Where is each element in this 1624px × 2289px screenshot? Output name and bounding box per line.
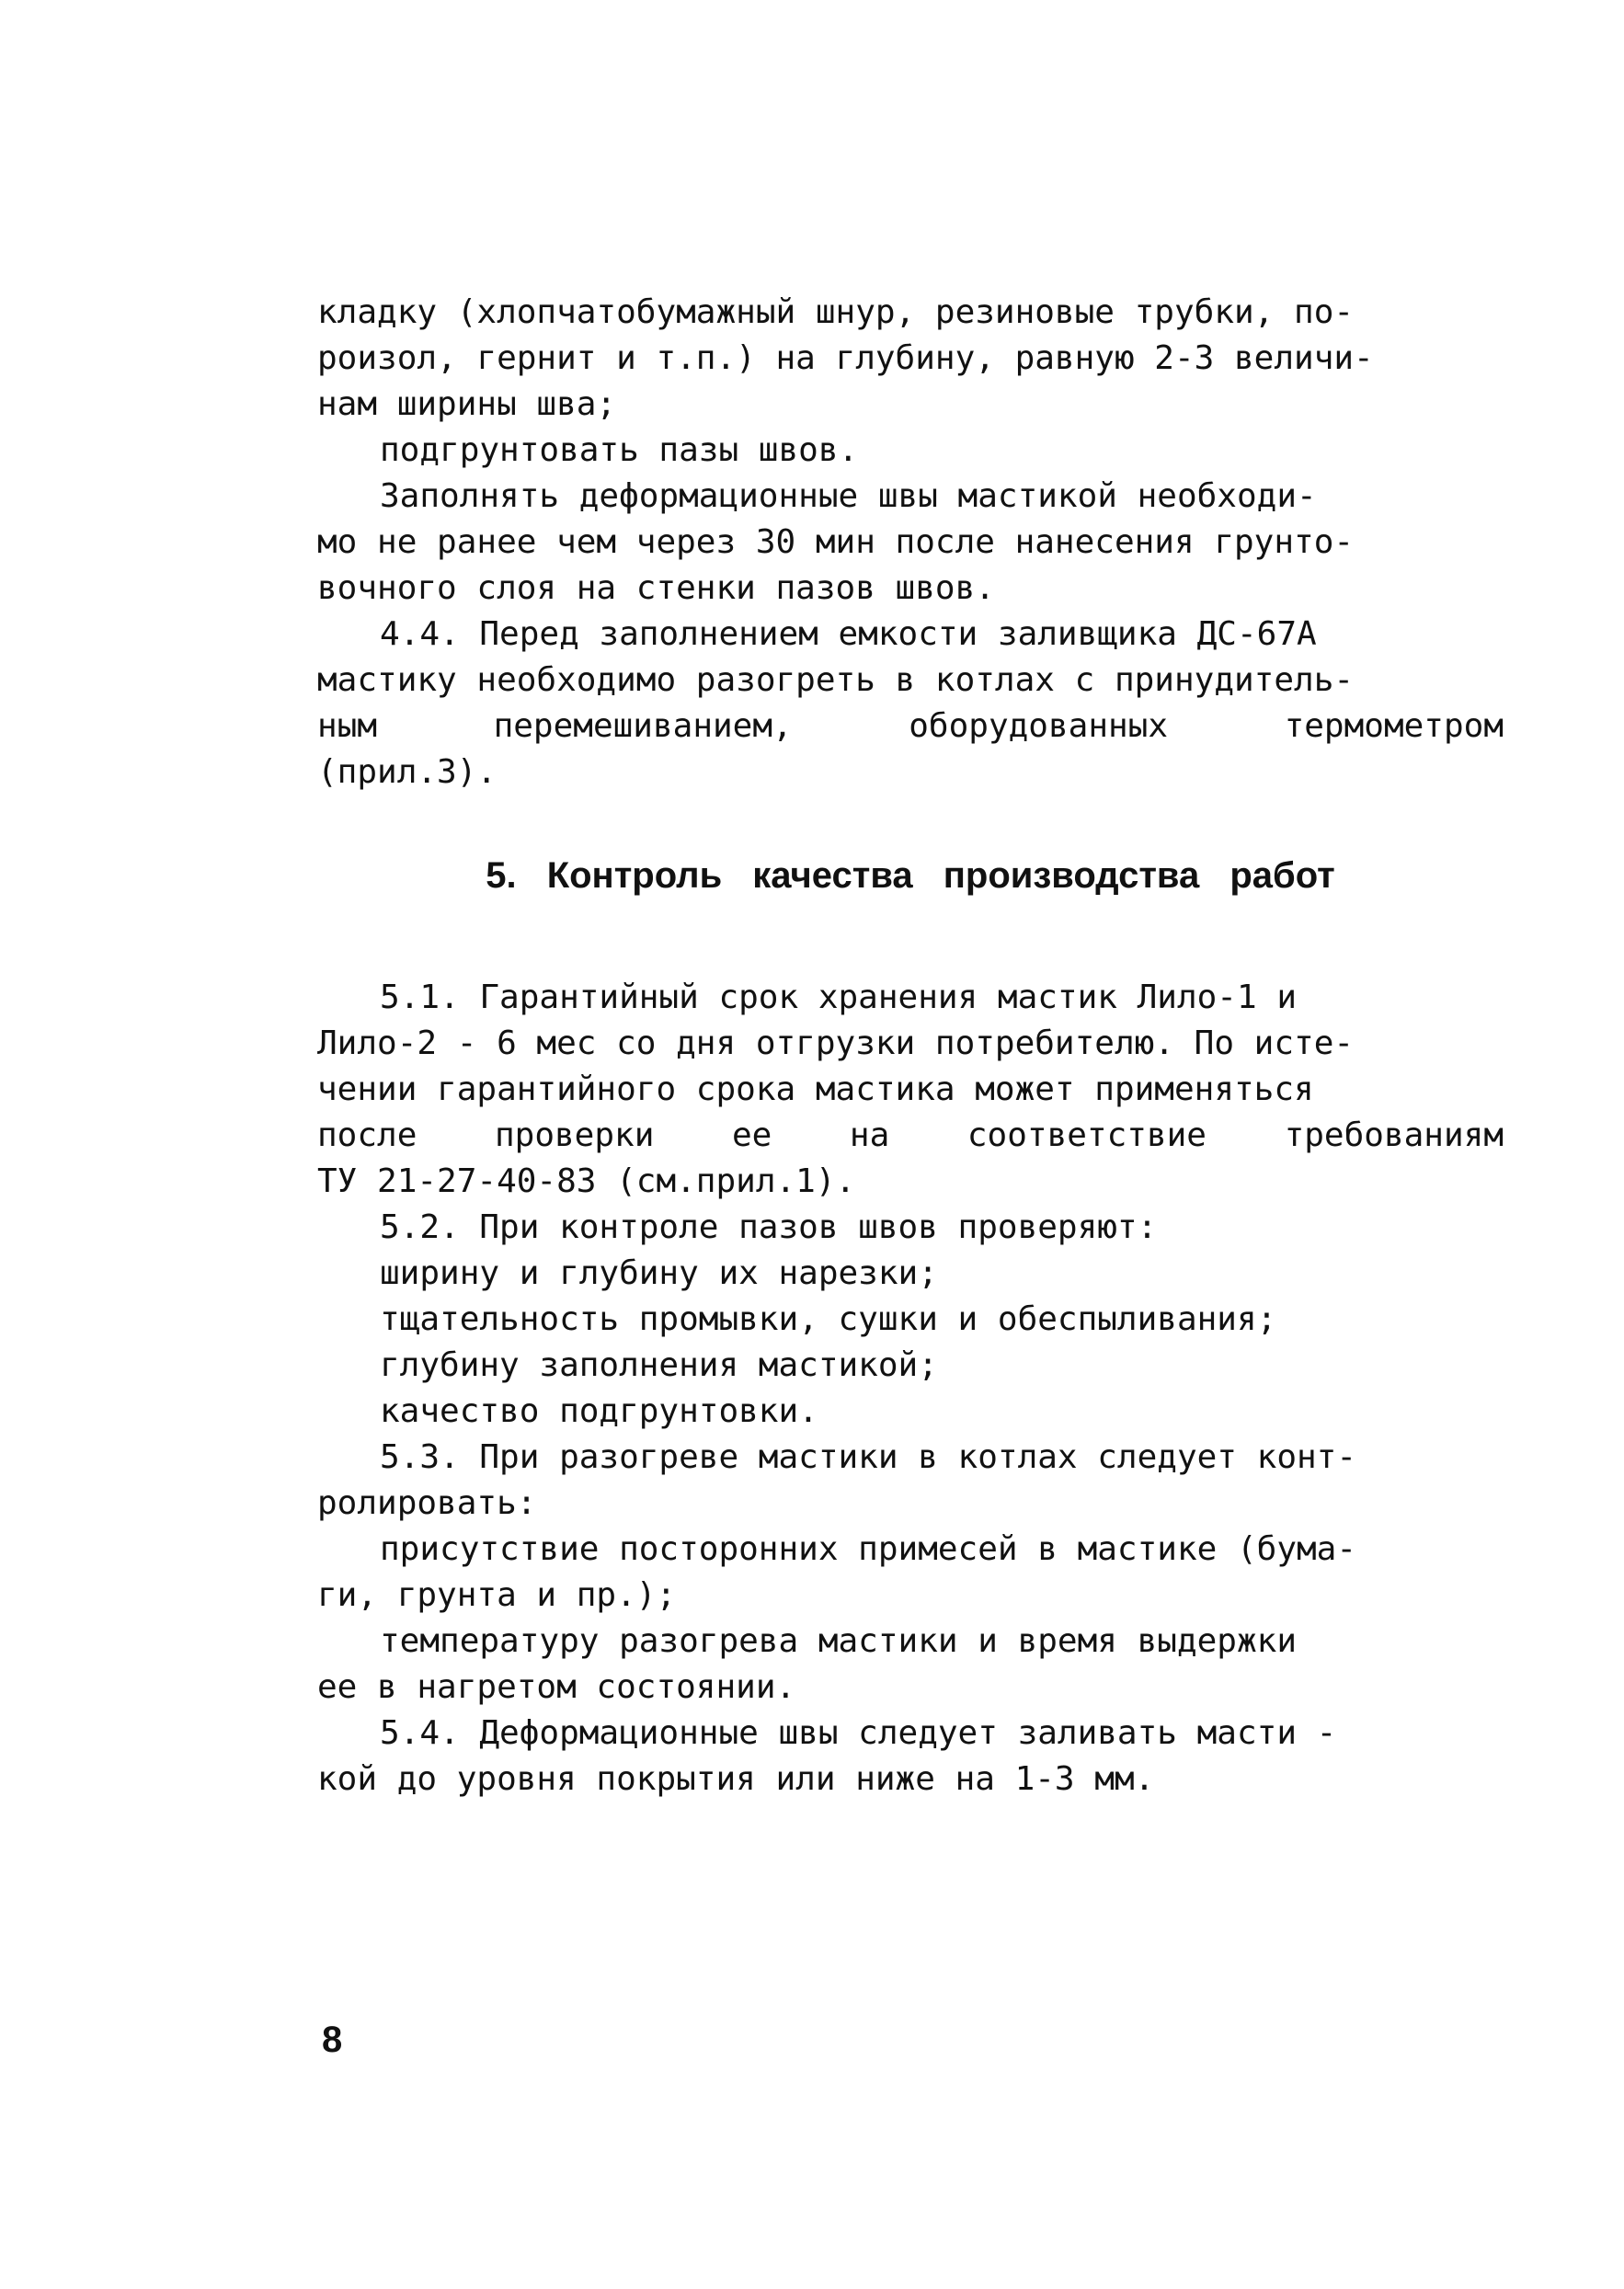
paragraph-line: ным перемешиванием, оборудованных термометром [317, 707, 1504, 745]
paragraph-line: (прил.3). [317, 753, 497, 791]
paragraph-line: 5.1. Гарантийный срок хранения мастик Лило-1 и [380, 979, 1297, 1016]
paragraph-line: мо не ранее чем через 30 мин после нанесения грунто- [317, 523, 1355, 561]
paragraph-line: 5.2. При контроле пазов швов проверяют: [380, 1208, 1158, 1246]
paragraph-line: вочного слоя на стенки пазов швов. [317, 569, 995, 607]
paragraph-line: 5.3. При разогреве мастики в котлах следует конт- [380, 1438, 1357, 1476]
paragraph-line: нам ширины шва; [317, 385, 617, 423]
paragraph-line: ее в нагретом состоянии. [317, 1668, 796, 1706]
paragraph-line: роизол, гернит и т.п.) на глубину, равную 2-3 величи- [317, 339, 1374, 377]
paragraph-line: качество подгрунтовки. [380, 1392, 818, 1430]
paragraph-line: Заполнять деформационные швы мастикой необходи- [380, 477, 1317, 515]
paragraph-line: кой до уровня покрытия или ниже на 1-3 мм. [317, 1760, 1155, 1798]
paragraph-line: Лило-2 - 6 мес со дня отгрузки потребителю. По исте- [317, 1024, 1355, 1062]
paragraph-line: после проверки ее на соответствие требованиям [317, 1116, 1504, 1154]
paragraph-line: присутствие посторонних примесей в мастике (бума- [380, 1530, 1357, 1568]
section-title: 5. Контроль качества производства работ [486, 855, 1335, 896]
paragraph-line: чении гарантийного срока мастика может применяться [317, 1070, 1314, 1108]
paragraph-line: ролировать: [317, 1484, 537, 1522]
page-number: 8 [322, 2020, 343, 2060]
paragraph-line: мастику необходимо разогреть в котлах с принудитель- [317, 661, 1355, 699]
text-block-bottom [317, 975, 1504, 1803]
paragraph-line: 5.4. Деформационные швы следует заливать масти - [380, 1714, 1337, 1752]
paragraph-line: 4.4. Перед заполнением емкости заливщика ДС-67А [380, 615, 1317, 653]
paragraph-line: температуру разогрева мастики и время выдержки [380, 1622, 1297, 1660]
paragraph-line: ширину и глубину их нарезки; [380, 1254, 938, 1292]
paragraph-line: кладку (хлопчатобумажный шнур, резиновые трубки, по- [317, 293, 1355, 331]
paragraph-line: тщательность промывки, сушки и обеспыливания; [380, 1300, 1277, 1338]
text-block-top [317, 290, 1504, 795]
paragraph-line: подгрунтовать пазы швов. [380, 431, 859, 469]
paragraph-line: ТУ 21-27-40-83 (см.прил.1). [317, 1162, 856, 1200]
paragraph-line: глубину заполнения мастикой; [380, 1346, 938, 1384]
paragraph-line: ги, грунта и пр.); [317, 1576, 677, 1614]
